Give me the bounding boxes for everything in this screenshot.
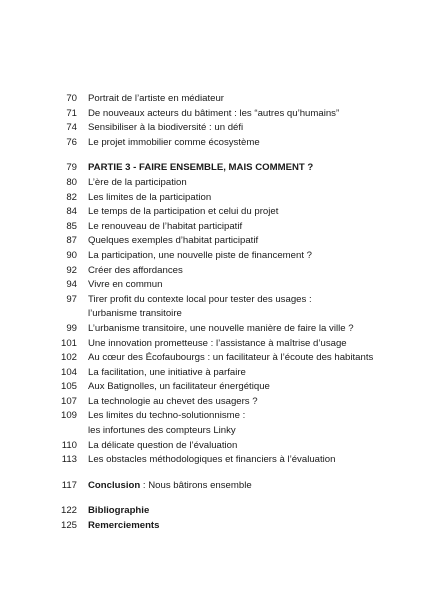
entry-title: Aux Batignolles, un facilitateur énergétique <box>88 381 270 393</box>
page-number: 99 <box>66 322 77 334</box>
page-number: 70 <box>66 93 77 104</box>
entry-title: De nouveaux acteurs du bâtiment : les “autres qu’humains” <box>88 107 340 119</box>
toc-entry <box>0 366 442 381</box>
toc-entry <box>0 293 442 308</box>
toc-entry <box>0 322 442 337</box>
toc-entry <box>0 409 442 424</box>
toc-entry <box>0 278 442 293</box>
page-number: 82 <box>66 191 77 203</box>
page-number: 104 <box>60 366 77 378</box>
toc-entry <box>0 176 442 191</box>
page-number: 101 <box>60 337 77 349</box>
entry-title: Sensibiliser à la biodiversité : un défi <box>88 122 244 134</box>
toc-entry <box>0 439 442 454</box>
toc-entry <box>0 264 442 279</box>
entry-title: Tirer profit du contexte local pour tester des usages : <box>88 293 312 305</box>
page-number: 79 <box>66 162 77 174</box>
toc-acknowledgements <box>0 519 442 534</box>
entry-title: La participation, une nouvelle piste de financement ? <box>88 249 313 261</box>
entry-title: Portrait de l’artiste en médiateur <box>88 93 224 104</box>
toc-entry <box>0 380 442 395</box>
page-number: 107 <box>60 395 77 407</box>
entry-title: Quelques exemples d’habitat participatif <box>88 235 259 247</box>
entry-title: Les limites de la participation <box>88 191 212 203</box>
entry-title: Au cœur des Écofaubourgs : un facilitateur à l’écoute des habitants <box>88 352 374 364</box>
entry-title: Le projet immobilier comme écosystème <box>88 136 260 148</box>
toc-entry-continuation <box>0 307 442 322</box>
page-number: 76 <box>66 136 77 148</box>
page-number: 80 <box>66 176 77 188</box>
toc-entry <box>0 351 442 366</box>
entry-title-continuation: l’urbanisme transitoire <box>88 308 182 320</box>
entry-title: L’ère de la participation <box>88 176 187 188</box>
entry-title: L’urbanisme transitoire, une nouvelle manière de faire la ville ? <box>88 322 354 334</box>
toc-entry <box>0 205 442 220</box>
page-number: 85 <box>66 220 77 232</box>
entry-title: Créer des affordances <box>88 264 183 276</box>
page-number: 90 <box>66 249 77 261</box>
page-number: 97 <box>66 293 77 305</box>
page-number: 110 <box>61 439 77 451</box>
page-number: 109 <box>60 410 77 422</box>
page-number: 84 <box>66 206 77 218</box>
entry-title: La délicate question de l’évaluation <box>88 439 238 451</box>
entry-title: Les obstacles méthodologiques et financiers à l’évaluation <box>88 454 336 466</box>
entry-title: Une innovation prometteuse : l’assistance à maîtrise d’usage <box>88 337 347 349</box>
page-number: 92 <box>66 264 77 276</box>
page-number: 87 <box>66 235 77 247</box>
toc-entry <box>0 453 442 468</box>
conclusion-subtitle: : Nous bâtirons ensemble <box>140 479 252 491</box>
acknowledgements-title: Remerciements <box>88 520 160 532</box>
toc-entry <box>0 234 442 249</box>
toc-entry <box>0 191 442 206</box>
part-title: PARTIE 3 - FAIRE ENSEMBLE, MAIS COMMENT ? <box>88 162 314 174</box>
bibliography-title: Bibliographie <box>88 505 150 517</box>
page-number: 74 <box>66 122 77 134</box>
entry-title-continuation: les infortunes des compteurs Linky <box>88 425 236 437</box>
toc-entry <box>0 136 442 151</box>
page-number: 105 <box>60 381 77 393</box>
toc-conclusion <box>0 479 442 494</box>
entry-title: Vivre en commun <box>88 279 163 291</box>
toc-entry <box>0 92 442 107</box>
entry-title: Les limites du techno-solutionnisme : <box>88 410 246 422</box>
page-number: 94 <box>66 279 77 291</box>
table-of-contents <box>0 92 442 534</box>
toc-part-heading <box>0 161 442 176</box>
entry-title: Le renouveau de l’habitat participatif <box>88 220 243 232</box>
page-number: 117 <box>61 479 77 491</box>
toc-entry-continuation <box>0 424 442 439</box>
conclusion-title <box>88 479 252 494</box>
toc-bibliography <box>0 504 442 519</box>
toc-entry <box>0 220 442 235</box>
page-number: 122 <box>60 505 77 517</box>
conclusion-label: Conclusion <box>88 479 141 491</box>
page-number: 71 <box>66 107 77 119</box>
page-number: 113 <box>61 454 77 466</box>
entry-title: La facilitation, une initiative à parfaire <box>88 366 246 378</box>
toc-entry <box>0 395 442 410</box>
toc-entry <box>0 121 442 136</box>
toc-entry <box>0 337 442 352</box>
page-number: 102 <box>60 352 77 364</box>
page-number: 125 <box>60 520 77 532</box>
toc-entry <box>0 249 442 264</box>
entry-title: Le temps de la participation et celui du projet <box>88 206 279 218</box>
toc-entry <box>0 107 442 122</box>
entry-title: La technologie au chevet des usagers ? <box>88 395 258 407</box>
